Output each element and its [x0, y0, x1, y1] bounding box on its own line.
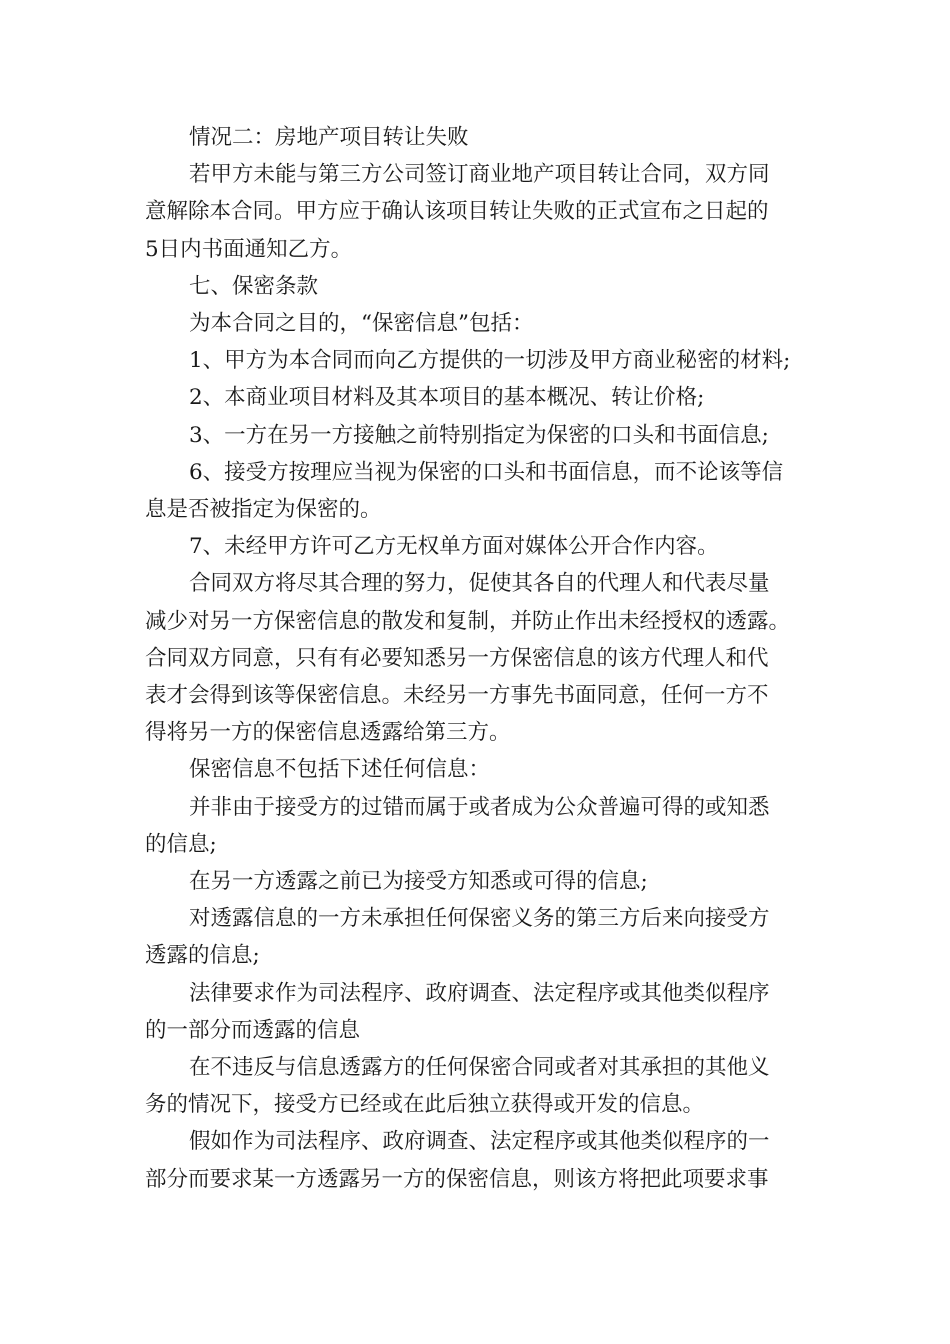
exclusion-item-prior-knowledge — [145, 863, 810, 900]
text-line: 情况二：房地产项目转让失败 — [189, 125, 469, 150]
text-line: 保密信息不包括下述任何信息： — [189, 757, 491, 783]
paragraph-exclusions-intro — [145, 751, 810, 788]
section-heading-confidentiality — [145, 268, 810, 305]
text-line: 1、甲方为本合同而向乙方提供的一切涉及甲方商业秘密的材料; — [189, 348, 791, 374]
text-line: 意解除本合同。甲方应于确认该项目转让失败的正式宣布之日起的 — [145, 199, 769, 225]
text-line: 在另一方透露之前已为接受方知悉或可得的信息; — [189, 869, 648, 895]
document-body — [145, 119, 810, 1198]
text-line: 假如作为司法程序、政府调查、法定程序或其他类似程序的一 — [189, 1129, 770, 1155]
text-line: 息是否被指定为保密的。 — [145, 497, 382, 523]
list-item-7 — [145, 528, 810, 565]
text-line: 部分而要求某一方透露另一方的保密信息，则该方将把此项要求事 — [145, 1166, 769, 1192]
text-line: 透露的信息; — [145, 943, 260, 969]
exclusion-item-independent — [145, 1049, 810, 1123]
exclusion-item-legal — [145, 975, 810, 1049]
text-line: 并非由于接受方的过错而属于或者成为公众普遍可得的或知悉 — [189, 794, 770, 820]
paragraph-legal-disclosure — [145, 1123, 810, 1197]
list-item-3 — [145, 417, 810, 454]
text-line: 减少对另一方保密信息的散发和复制，并防止作出未经授权的透露。 — [145, 608, 791, 634]
paragraph-situation-two-heading — [145, 119, 810, 156]
text-line: 得将另一方的保密信息透露给第三方。 — [145, 720, 511, 746]
paragraph-parties-efforts — [145, 565, 810, 751]
text-line: 为本合同之目的，“保密信息”包括： — [189, 311, 534, 337]
text-line: 的一部分而透露的信息 — [145, 1017, 361, 1043]
exclusion-item-public — [145, 789, 810, 863]
list-item-2 — [145, 379, 810, 416]
text-line: 务的情况下，接受方已经或在此后独立获得或开发的信息。 — [145, 1092, 705, 1118]
text-line: 在不违反与信息透露方的任何保密合同或者对其承担的其他义 — [189, 1055, 770, 1081]
list-item-1 — [145, 342, 810, 379]
exclusion-item-third-party — [145, 900, 810, 974]
text-line: 7、未经甲方许可乙方无权单方面对媒体公开合作内容。 — [189, 534, 719, 560]
text-line: 3、一方在另一方接触之前特别指定为保密的口头和书面信息; — [189, 422, 769, 448]
text-line: 表才会得到该等保密信息。未经另一方事先书面同意，任何一方不 — [145, 683, 769, 709]
text-line: 七、保密条款 — [189, 273, 319, 299]
text-line: 5日内书面通知乙方。 — [145, 236, 353, 262]
text-line: 的信息; — [145, 831, 217, 857]
paragraph-confidential-info-definition — [145, 305, 810, 342]
text-line: 法律要求作为司法程序、政府调查、法定程序或其他类似程序 — [189, 980, 770, 1006]
text-line: 合同双方将尽其合理的努力，促使其各自的代理人和代表尽量 — [189, 571, 770, 597]
list-item-6 — [145, 454, 810, 528]
text-line: 2、本商业项目材料及其本项目的基本概况、转让价格; — [189, 385, 705, 411]
paragraph-transfer-failure — [145, 156, 810, 268]
text-line: 合同双方同意，只有有必要知悉另一方保密信息的该方代理人和代 — [145, 645, 769, 671]
text-line: 6、接受方按理应当视为保密的口头和书面信息，而不论该等信 — [189, 459, 784, 485]
text-line: 若甲方未能与第三方公司签订商业地产项目转让合同，双方同 — [189, 162, 770, 188]
text-line: 对透露信息的一方未承担任何保密义务的第三方后来向接受方 — [189, 906, 770, 932]
